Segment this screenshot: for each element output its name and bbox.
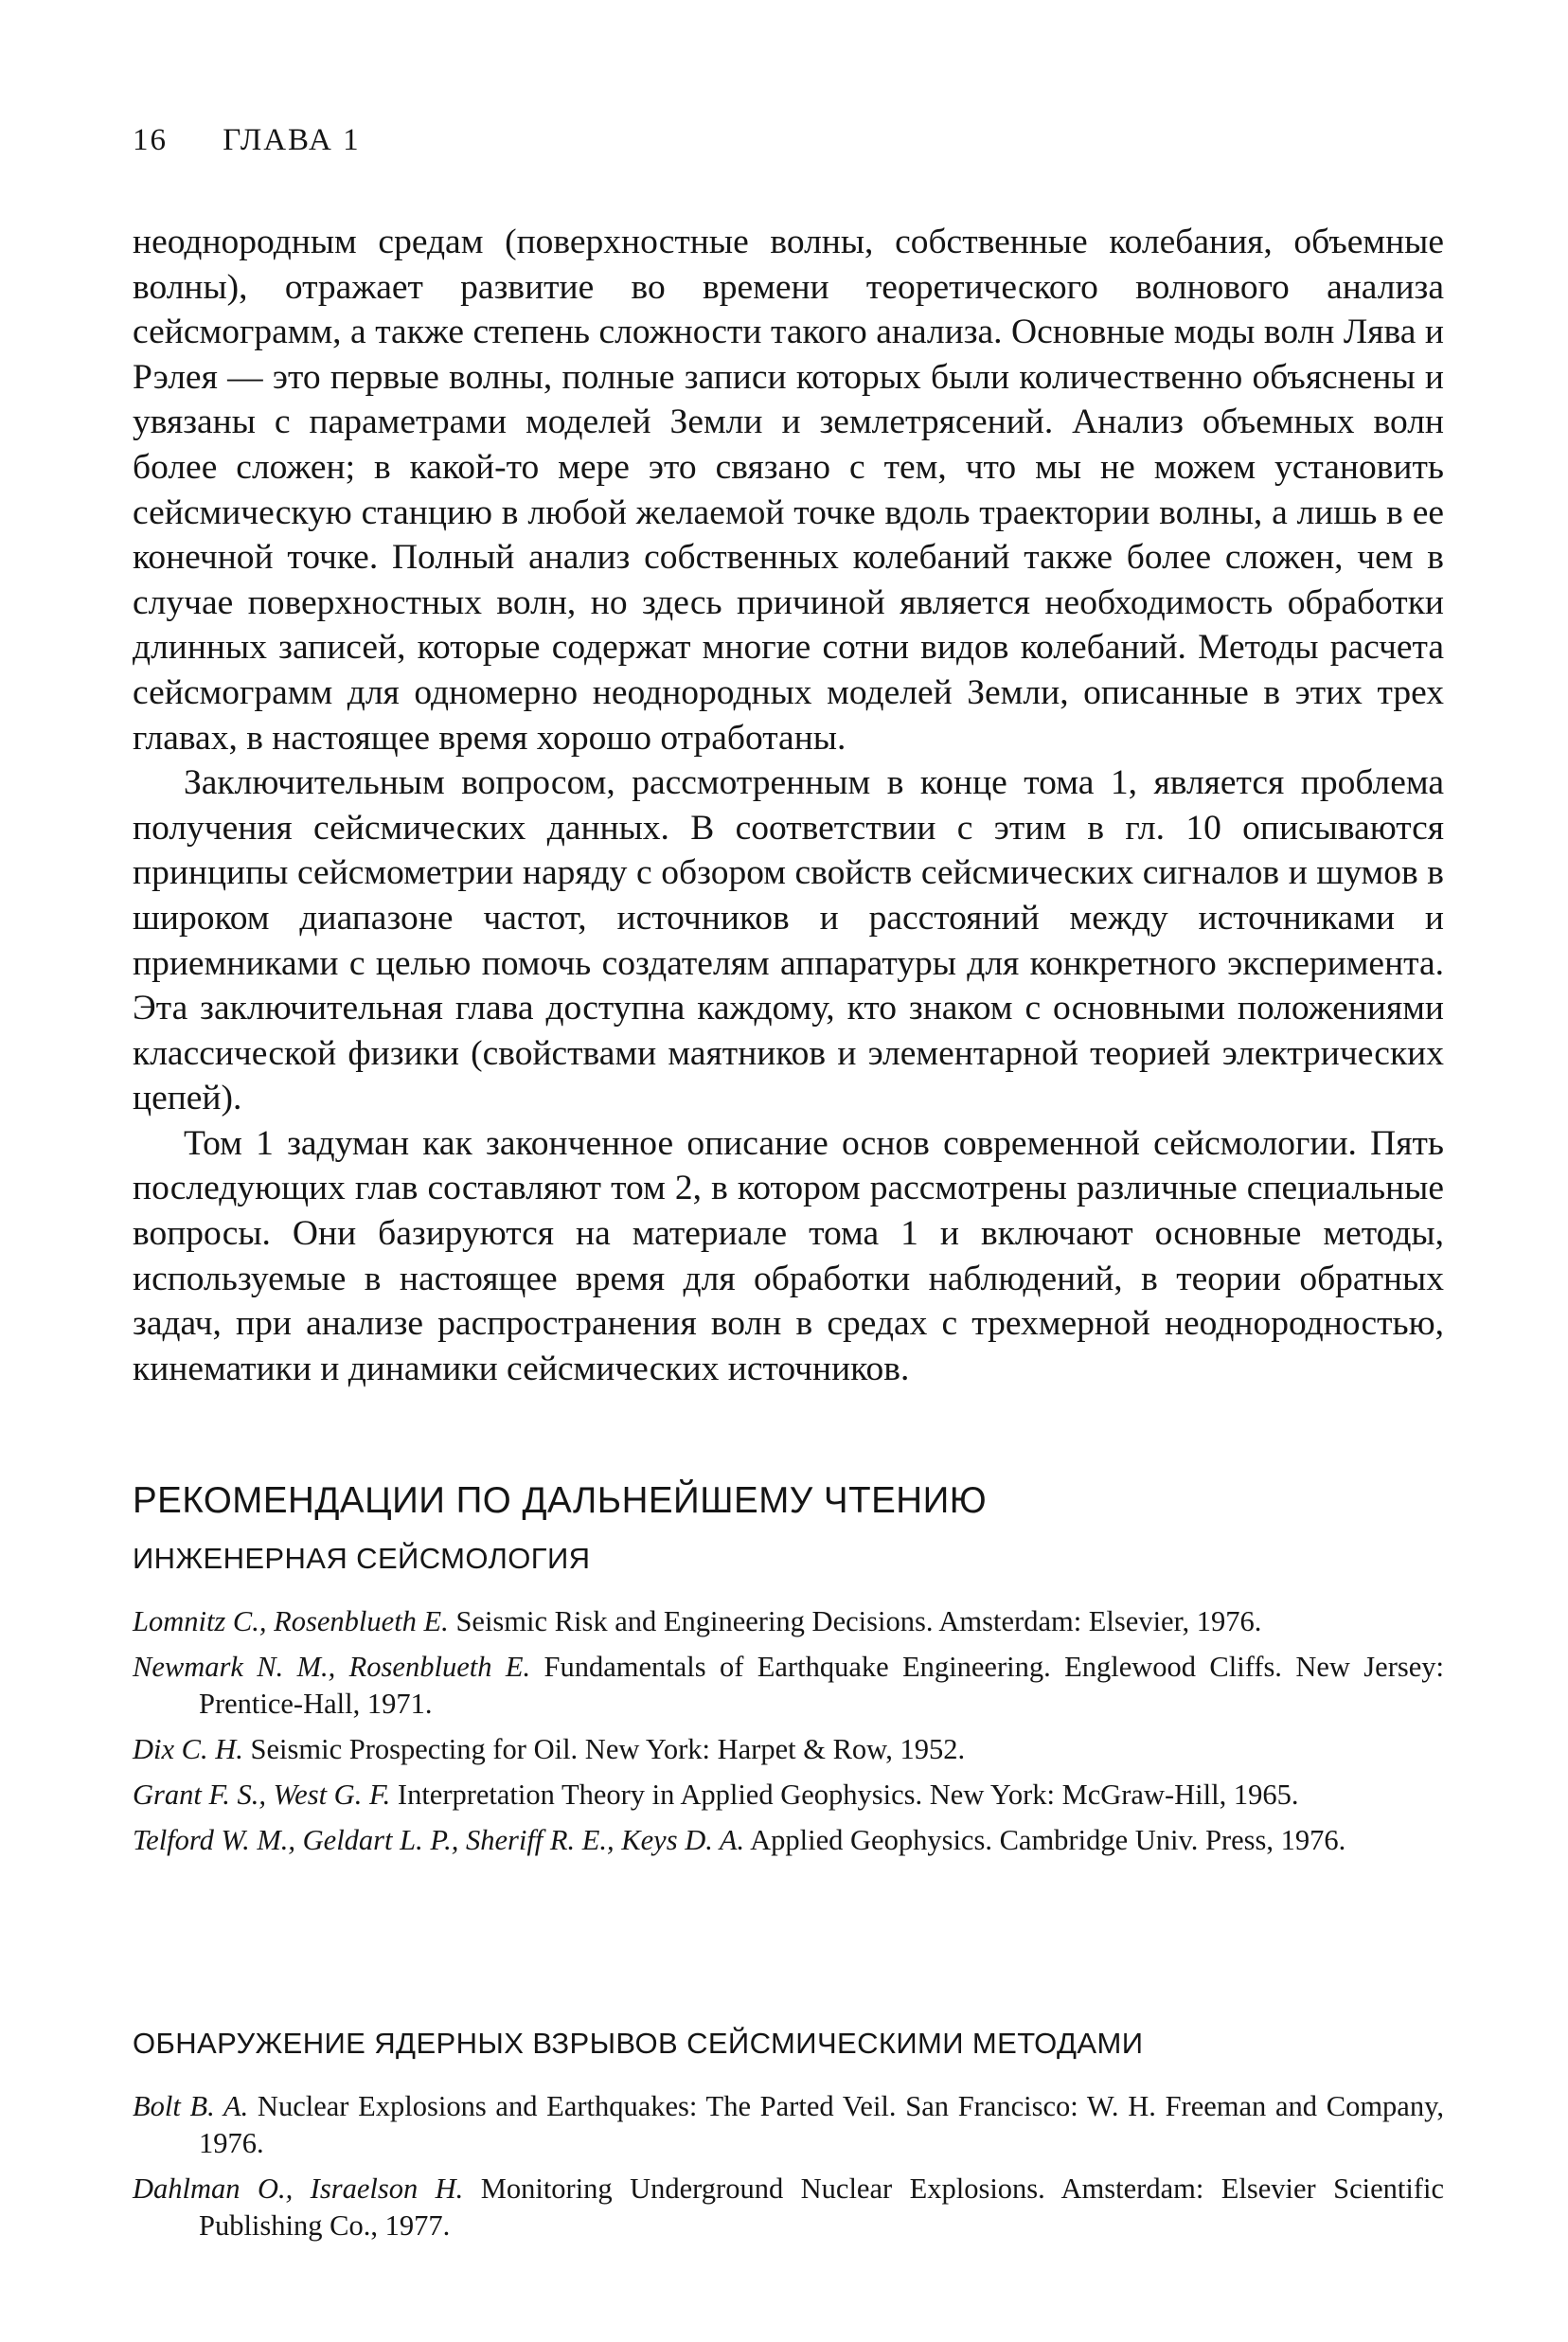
chapter-title: ГЛАВА 1 — [223, 123, 361, 157]
reference-item — [133, 1777, 1444, 1814]
paragraph-1: неоднородным средам (поверхностные волны, собственные колебания, объемные волны), отражает развитие во времени теоретического волнового анализа сейсмограмм, а также степень сложности такого анализа. Основные моды волн Лява и Рэлея — это первые волны, полные записи которых были количественно объяснены и увязаны с параметрами моделей Земли и землетрясений. Анализ объемных волн более сложен; в какой-то мере это связано с тем, что мы не можем установить сейсмическую станцию в любой желаемой точке вдоль траектории волны, а лишь в ее конечной точке. Полный анализ собственных колебаний также более сложен, чем в случае поверхностных волн, но здесь причиной является необходимость обработки длинных записей, которые содержат многие сотни видов колебаний. Методы расчета сейсмограмм для одномерно неоднородных моделей Земли, описанные в этих трех главах, в настоящее время хорошо отработаны. — [133, 223, 1444, 758]
reference-list-nuclear-detection — [133, 2088, 1444, 2253]
subheading-nuclear-detection: ОБНАРУЖЕНИЕ ЯДЕРНЫХ ВЗРЫВОВ СЕЙСМИЧЕСКИМИ МЕТОДАМИ — [133, 2027, 1144, 2060]
reference-item — [133, 1603, 1444, 1640]
body-text — [133, 220, 1444, 1391]
paragraph-3: Том 1 задуман как законченное описание основ современной сейсмологии. Пять последующих глав составляют том 2, в котором рассмотрены различные специальные вопросы. Они базируются на материале тома 1 и включают основные методы, используемые в настоящее время для обработки наблюдений, в теории обратных задач, при анализе распространения волн в средах с трехмерной неоднородностью, кинематики и динамики сейсмических источников. — [133, 1123, 1444, 1388]
reference-text: Monitoring Underground Nuclear Explosions. Amsterdam: Elsevier Scientific Publishing Co., 1977. — [199, 2172, 1444, 2242]
reference-authors: Dahlman O., Israelson H. — [133, 2172, 464, 2205]
reference-item — [133, 2088, 1444, 2162]
reference-text: Fundamentals of Earthquake Engineering. Englewood Cliffs. New Jersey: Prentice-Hall, 1971. — [199, 1651, 1444, 1720]
reference-authors: Grant F. S., West G. F. — [133, 1779, 391, 1811]
reference-authors: Telford W. M., Geldart L. P., Sheriff R. E., Keys D. A. — [133, 1824, 745, 1856]
reference-authors: Bolt B. A. — [133, 2090, 249, 2122]
reference-authors: Lomnitz C., Rosenblueth E. — [133, 1605, 449, 1637]
reference-authors: Dix C. H. — [133, 1733, 243, 1765]
further-reading-heading: РЕКОМЕНДАЦИИ ПО ДАЛЬНЕЙШЕМУ ЧТЕНИЮ — [133, 1480, 988, 1521]
reference-text: Seismic Prospecting for Oil. New York: Harpet & Row, 1952. — [242, 1733, 966, 1765]
reference-text: Nuclear Explosions and Earthquakes: The Parted Veil. San Francisco: W. H. Freeman and Company, 1976. — [199, 2090, 1444, 2159]
reference-text: Interpretation Theory in Applied Geophysics. New York: McGraw-Hill, 1965. — [390, 1779, 1299, 1811]
reference-text: Seismic Risk and Engineering Decisions. Amsterdam: Elsevier, 1976. — [448, 1605, 1262, 1637]
reference-item — [133, 1649, 1444, 1723]
subheading-engineering-seismology: ИНЖЕНЕРНАЯ СЕЙСМОЛОГИЯ — [133, 1542, 591, 1575]
running-head — [133, 123, 361, 158]
reference-list-engineering-seismology — [133, 1603, 1444, 1868]
reference-item — [133, 1822, 1444, 1859]
paragraph-2: Заключительным вопросом, рассмотренным в конце тома 1, является проблема получения сейсмических данных. В соответствии с этим в гл. 10 описываются принципы сейсмометрии наряду с обзором свойств сейсмических сигналов и шумов в широком диапазоне частот, источников и расстояний между источниками и приемниками с целью помочь создателям аппаратуры для конкретного эксперимента. Эта заключительная глава доступна каждому, кто знаком с основными положениями классической физики (свойствами маятников и элементарной теорией электрических цепей). — [133, 763, 1444, 1118]
reference-text: Applied Geophysics. Cambridge Univ. Press, 1976. — [744, 1824, 1346, 1856]
page-number: 16 — [133, 123, 168, 157]
reference-authors: Newmark N. M., Rosenblueth E. — [133, 1651, 531, 1683]
reference-item — [133, 1731, 1444, 1768]
reference-item — [133, 2171, 1444, 2244]
